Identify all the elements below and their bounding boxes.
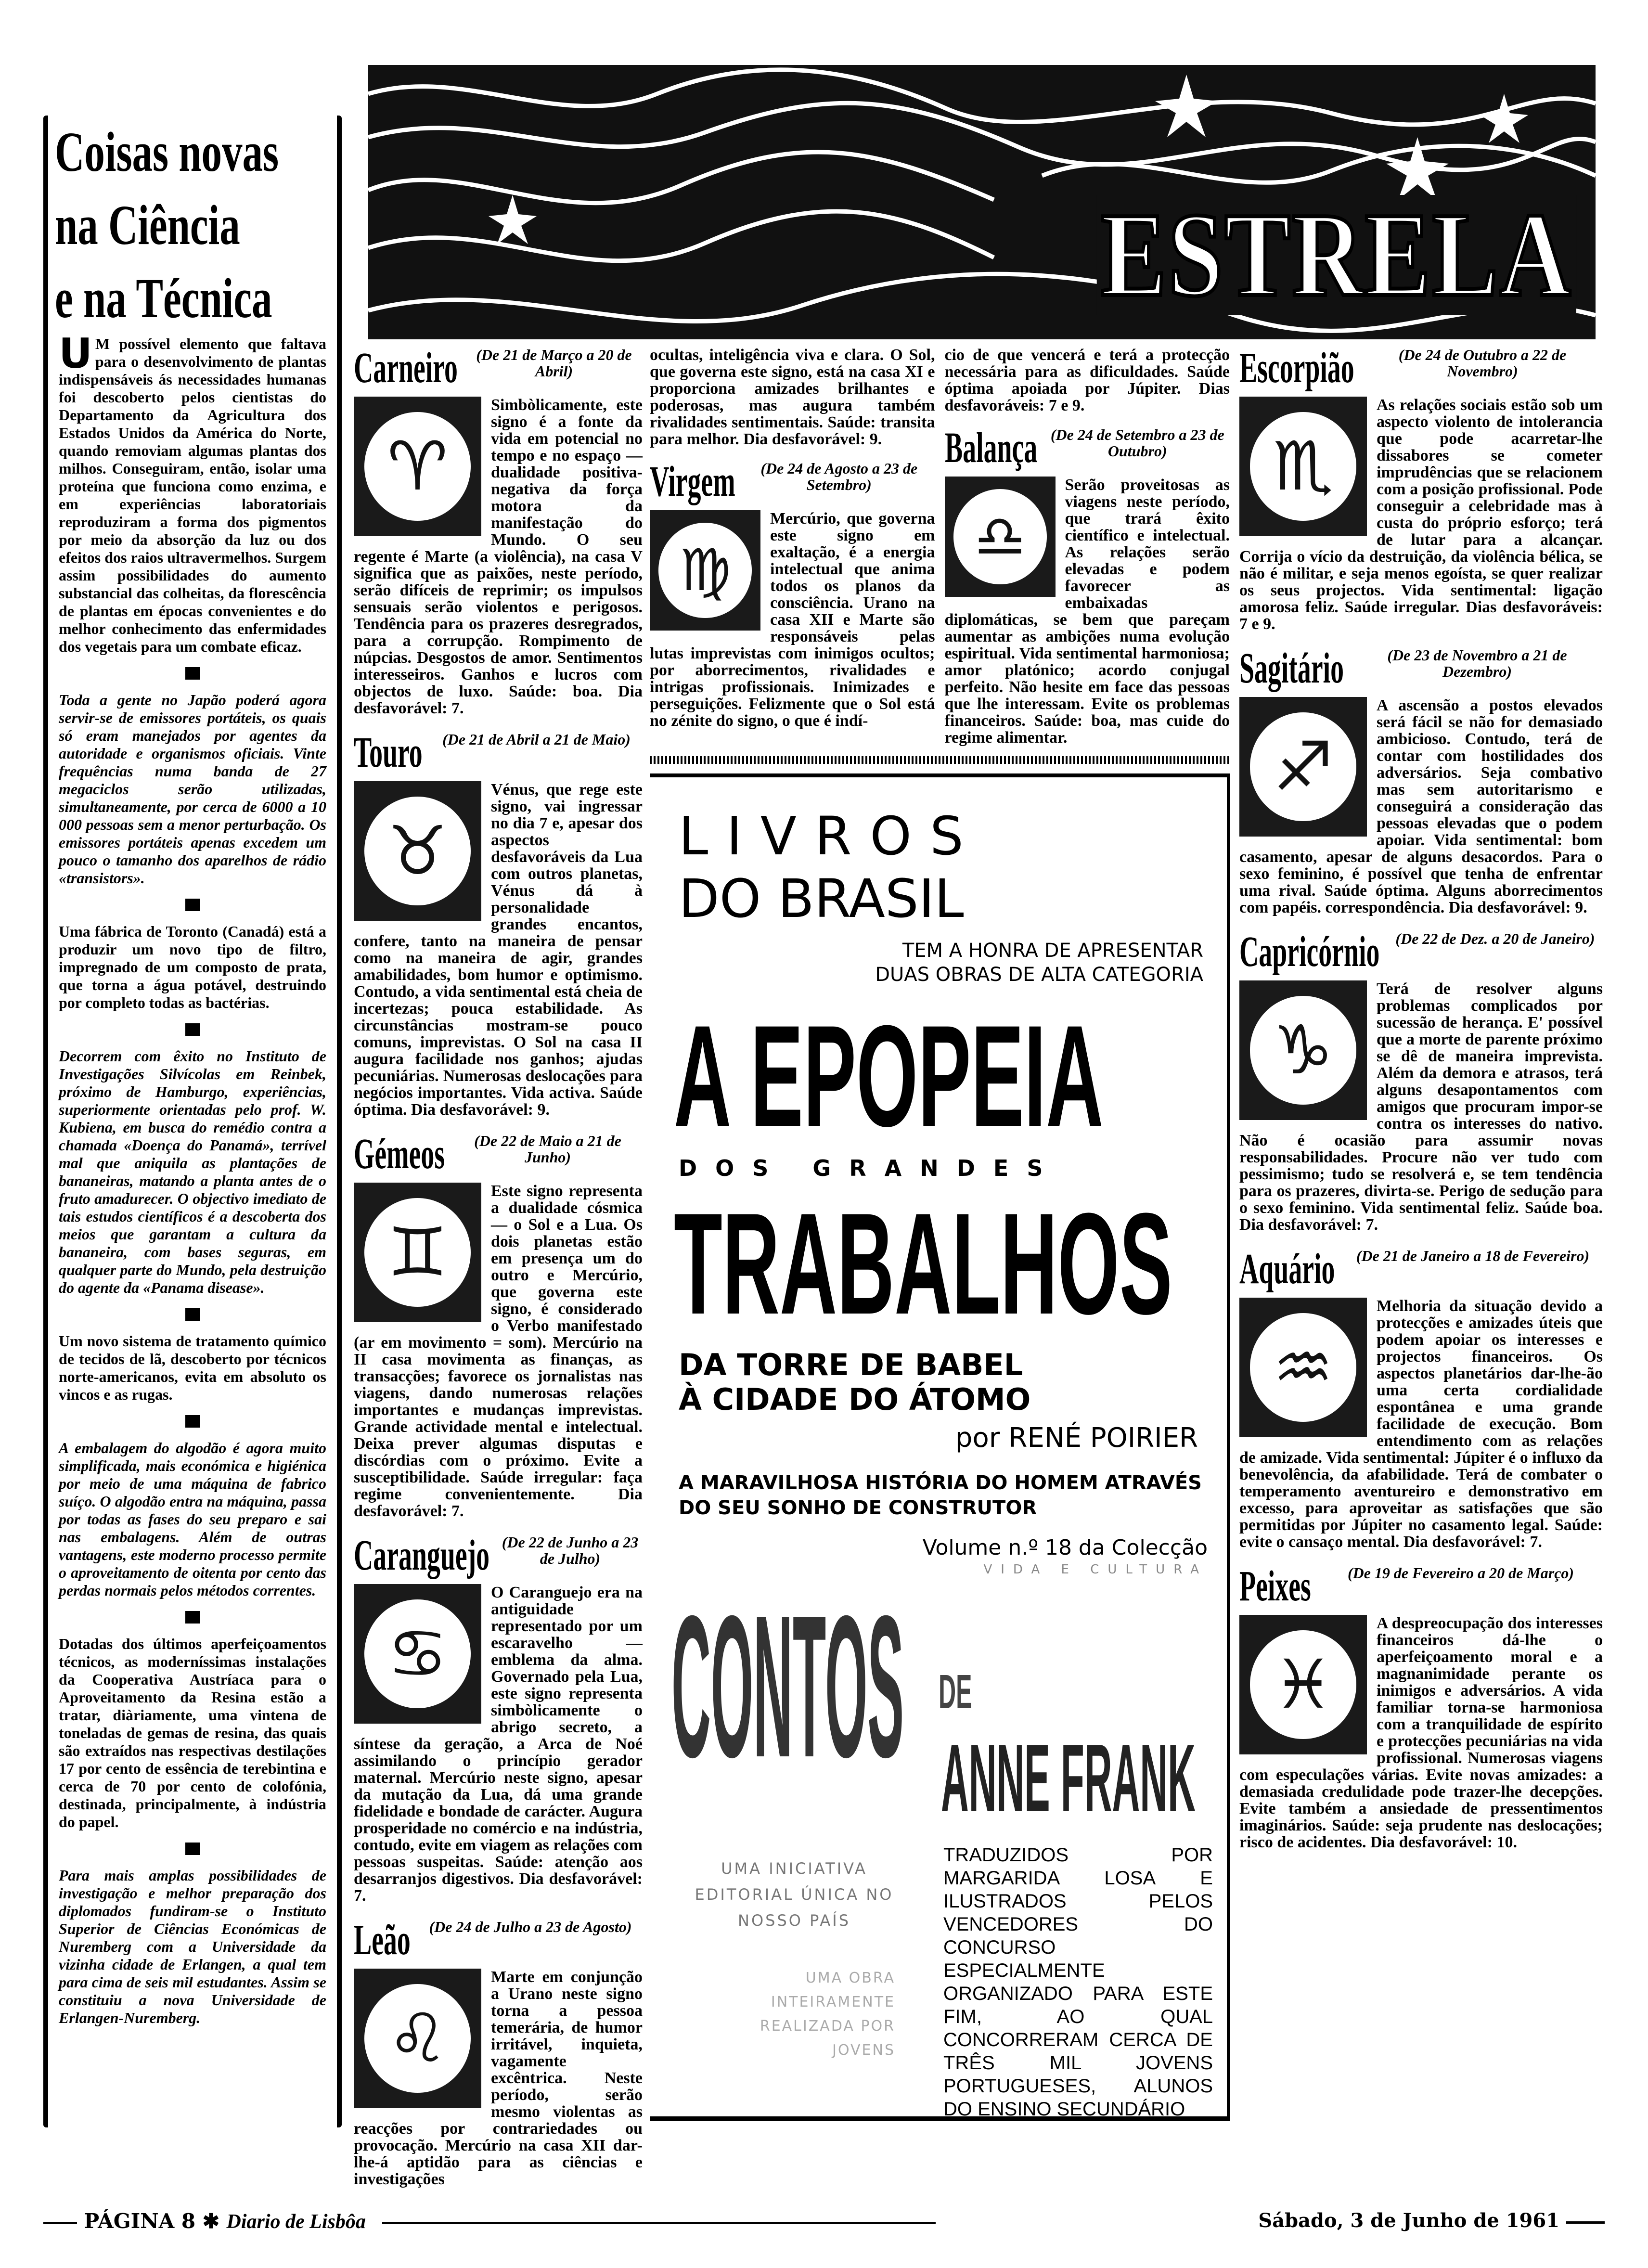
- book2-collection: VIDA E CULTURA: [983, 1562, 1208, 1577]
- book2-title-de: DE: [939, 1665, 972, 1719]
- crab-icon: [354, 1584, 481, 1724]
- publisher-name-line1: LIVROS: [679, 805, 982, 867]
- sign-forecast: Melhoria da situação devido a protecções e amizades úteis que podem apoiar os interesses e projectos financeiros. Os aspectos planetários dar-lhe-ão uma certa cordialidade espontânea e uma grande facilidade de execução. Bom entendimento com as relações de amizade. Vida sentimental: Júpiter é o influxo da benevolência, da afabilidade. Terá de combater o temperamento aventureiro e demonstrativo em excesso, para aproveitar as satisfações que são permitidas por Júpiter no casamento legal. Saúde: evite o cansaço mental. Dia desfavorável: 7.: [1239, 1297, 1603, 1551]
- sign-name-box: [1239, 644, 1344, 692]
- zodiac-glyph: ♉: [364, 797, 471, 905]
- sign-dates: (De 22 de Maio a 21 de Junho): [474, 1132, 621, 1166]
- separator-square: [185, 667, 200, 680]
- book2-volume: Volume n.º 18 da Colecção: [922, 1535, 1208, 1560]
- science-articles: [59, 330, 326, 2027]
- article-text: Um novo sistema de tratamento químico de tecidos de lã, descoberto por técnicos norte-americanos, evita em absoluto os vincos e as rugas.: [59, 1332, 326, 1403]
- science-article: [59, 923, 326, 1012]
- science-article: [59, 1047, 326, 1297]
- zodiac-glyph: ♈: [364, 412, 471, 521]
- sign-name: Sagitário: [1239, 644, 1344, 692]
- zodiac-glyph: ♐: [1250, 712, 1356, 821]
- footer-rule: [1566, 2221, 1605, 2224]
- sign-header: [650, 460, 935, 503]
- balanca-slot: [945, 426, 1230, 746]
- issue-date: Sábado, 3 de Junho de 1961: [1258, 2209, 1560, 2232]
- livros-do-brasil-advertisement: [650, 773, 1230, 2121]
- article-text: Toda a gente no Japão poderá agora servir-se de emissores portáteis, os quais só eram manejados por agentes da autoridade e organismos oficiais. Vinte frequências numa banda de 27 megaciclos serão utilizadas, simultaneamente, por cerca de 6000 a 10 000 pessoas sem a menor perturbação. Os emissores portáteis apenas excedem um pouco o tamanho dos aparelhos de rádio «transistors».: [59, 691, 326, 887]
- sign-header: [354, 1130, 643, 1178]
- sign-forecast: Marte em conjunção a Urano neste signo torna a pessoa temerária, de humor irritável, inquieta, vagamente excêntrica. Neste período, serão mesmo violentas as reacções por contrariedades ou provocação. Mercúrio na casa XII dar-lhe-á aptidão para as ciências e investigações: [354, 1968, 643, 2188]
- science-article: [59, 1439, 326, 1599]
- separator-square: [185, 1611, 200, 1624]
- horoscope-columns-middle: [650, 347, 1230, 764]
- science-column: [43, 116, 342, 2127]
- science-article: [59, 1635, 326, 1831]
- sign-header: [1239, 1562, 1603, 1610]
- ad-note-initiative: UMA INICIATIVA EDITORIAL ÚNICA NO NOSSO PAÍS: [695, 1859, 894, 1930]
- article-text: M possível elemento que faltava para o desenvolvimento de plantas indispensáveis ás necessidades humanas foi descoberto pelos cientistas do Departamento da Agricultura dos Estados Unidos da América do Norte, quando removiam algumas plantas dos milhos. Conseguiram, então, isolar uma proteína que funciona como enzima, e em experiências laboratoriais reproduziram a forma dos pigmentos por meio da absorção da luz ou dos efeitos dos raios ultravermelhos. Surgem assim possibilidades do aumento substancial das colheitas, da florescência de plantas em épocas convenientes e do melhor conhecimento das enfermidades dos vegetais para um combate eficaz.: [59, 335, 326, 655]
- article-text: Dotadas dos últimos aperfeiçoamentos técnicos, as moderníssimas instalações da Cooperativa Austríaca para o Aproveitamento da Resina estão a tratar, diàriamente, uma vintena de toneladas de gemas de resina, das quais são extraídos nas respectivas destilações 17 por cento de essência de terebintina e cerca de 70 por cento de colofónia, destinada, principalmente, à indústria do papel.: [59, 1635, 326, 1830]
- sign-dates: (De 22 de Dez. a 20 de Janeiro): [1395, 930, 1595, 947]
- sign-header: [1239, 344, 1603, 392]
- separator-square: [185, 899, 200, 911]
- sign-header: [945, 426, 1230, 470]
- separator-square: [185, 1415, 200, 1428]
- sign-touro: [354, 731, 643, 1118]
- sign-carneiro: [354, 344, 643, 717]
- fish-icon: [1239, 1615, 1367, 1754]
- drop-cap: U: [59, 330, 92, 378]
- sign-name-box: [1239, 1562, 1311, 1610]
- zodiac-glyph: ♓: [1250, 1630, 1356, 1739]
- title-line: na Ciência: [55, 193, 240, 257]
- horoscope-column-1: [354, 344, 643, 2202]
- zodiac-glyph: ♏: [1250, 412, 1356, 521]
- sign-name: Caranguejo: [354, 1532, 490, 1579]
- sign-forecast: Mercúrio, que governa este signo em exaltação, é a energia intelectual que anima todos os planos da consciência. Urano na casa XII e Marte são responsáveis pelas lutas imprevistas com inimigos ocultos; por aborrecimentos, rivalidades e intrigas profissionais. Inimizades e perseguições. Felizmente que o Sol está no zénite do signo, o que é indí-: [650, 510, 935, 730]
- book2-description: TRADUZIDOS POR MARGARIDA LOSA E ILUSTRADOS PELOS VENCEDORES DO CONCURSO ESPECIALMENTE ORGANIZADO PARA ESTE FIM, AO QUAL CONCORRERAM CERCA DE TRÊS MIL JOVENS PORTUGUESES, ALUNOS DO ENSINO SECUNDÁRIO: [943, 1844, 1213, 2120]
- sign-name-box: [1239, 930, 1380, 974]
- publisher-name-line2: DO BRASIL: [679, 868, 964, 929]
- book2-author: ANNE FRANK: [941, 1725, 1196, 1832]
- sign-dates: (De 23 de Novembro a 21 de Dezembro): [1387, 646, 1567, 680]
- sign-header: [354, 1916, 643, 1964]
- sign-forecast: As relações sociais estão sob um aspecto violento de intolerancia que pode acarretar-lhe dissabores se cometer imprudências que se relacionem com a posição profissional. Pode conseguir a celebridade mas à custa do próprio esforço; terá de lutar para a alcançar. Corrija o vício da destruição, da violência bélica, se não é militar, e seja menos egoísta, se quer realizar os seus projectos. Vida sentimental: ligação amorosa feliz. Saúde irregular. Dias desfavoráveis: 7 e 9.: [1239, 396, 1603, 633]
- sign-header: [1239, 1245, 1603, 1293]
- sign-header: [1239, 930, 1603, 974]
- middle-columns-flow: [650, 347, 1230, 752]
- sign-peixes: [1239, 1562, 1603, 1851]
- water-bearer-icon: [1239, 1298, 1367, 1437]
- sign-name: Touro: [354, 729, 423, 776]
- sign-sagitario: [1239, 644, 1603, 916]
- virgem-slot: [650, 460, 935, 729]
- book1-title-main: TRABALHOS: [674, 1183, 1172, 1344]
- article-text: Decorrem com êxito no Instituto de Investigações Silvícolas em Reinbek, próximo de Hamburgo, experiências, superiormente orientadas pelo prof. W. Kubiena, em busca do remédio contra a chamada «Doença do Panamá», terrível mal que aniquila as plantações de bananeiras, matando a planta antes de o fruto amadurecer. O objectivo imediato de tais estudos científicos é a descoberta dos meios que garantam a cultura da bananeira, com bases seguras, em qualquer parte do Mundo, pela destruição do agente da «Panama disease».: [59, 1047, 326, 1296]
- sign-gemeos: [354, 1130, 643, 1520]
- sign-dates: (De 22 de Junho a 23 de Julho): [502, 1533, 639, 1567]
- sign-forecast: O Caranguejo era na antiguidade representado por um escaravelho — emblema da alma. Governado pela Lua, este signo representa simbòlicamente o abrigo secreto, a síntese da geração, a Arca de Noé assimilando o princípio gerador maternal. Mercúrio neste signo, apesar da mutação da Lua, dá uma grande fidelidade e bondade de carácter. Augura prosperidade no comércio e na indústria, contudo, evite em viagem as relações com pessoas suspeitas. Saúde: atenção aos desarranjos digestivos. Dia desfavorável: 7.: [354, 1584, 643, 1905]
- zodiac-glyph: ♋: [364, 1599, 471, 1708]
- book1-subtitle: DA TORRE DE BABEL À CIDADE DO ÁTOMO: [679, 1347, 1031, 1417]
- sign-dates: (De 24 de Julho a 23 de Agosto): [429, 1918, 632, 1935]
- sign-virgem: [650, 460, 935, 729]
- ad-intro: TEM A HONRA DE APRESENTAR DUAS OBRAS DE ALTA CATEGORIA: [875, 940, 1203, 986]
- separator-square: [185, 1023, 200, 1036]
- twins-icon: [354, 1183, 481, 1322]
- sign-name-box: [945, 426, 1038, 470]
- goat-icon: [1239, 980, 1367, 1120]
- sign-forecast: Simbòlicamente, este signo é a fonte da vida em potencial no tempo e no espaço — dualidade positiva-negativa da força motora da manifestação do Mundo. O seu regente é Marte (a violência), na casa V significa que as paixões, neste período, serão difíceis de reprimir; os impulsos sensuais serão violentos e perigosos. Tendência para os prazeres desregrados, para a corrupção. Rompimento de núpcias. Desgostos de amor. Sentimentos interesseiros. Ganhos e lucros com objectos de luxo. Saúde: boa. Dia desfavorável: 7.: [354, 396, 643, 717]
- footer-date-info: [1258, 2209, 1605, 2232]
- sign-header: [354, 344, 643, 392]
- sign-forecast: Vénus, que rege este signo, vai ingressar no dia 7 e, apesar dos aspectos desfavoráveis da Lua com outros planetas, Vénus dá à personalidade grandes encantos, confere, tanto na maneira de pensar como na maneira de agir, grandes amabilidades, bom humor e optimismo. Contudo, a vida sentimental está cheia de incertezas; pouca estabilidade. As circunstâncias mostram-se pouco comuns, imprevistas. O Sol na casa II augura facilidade nos ganhos; ajudas pecuniárias. Numerosas deslocações para negócios importantes. Vida activa. Saúde óptima. Dia desfavorável: 9.: [354, 781, 643, 1119]
- book1-title: A EPOPEIA: [674, 995, 1104, 1157]
- scales-icon: [945, 477, 1056, 597]
- sign-name-box: [1239, 344, 1354, 392]
- star-separator-icon: ✱: [202, 2209, 227, 2233]
- zodiac-glyph: ♍: [658, 523, 752, 618]
- sign-dates: (De 21 de Março a 20 de Abril): [476, 346, 632, 380]
- zodiac-glyph: ♊: [364, 1198, 471, 1307]
- book1-title-middle: DOS GRANDES: [679, 1155, 1061, 1181]
- separator-square: [185, 1843, 200, 1855]
- ad-note-youth: UMA OBRA INTEIRAMENTE REALIZADA POR JOVENS: [760, 1970, 895, 2059]
- sign-capricornio: [1239, 930, 1603, 1233]
- sign-name: Balança: [944, 424, 1037, 472]
- sign-name: Carneiro: [354, 344, 458, 392]
- sign-name-box: [354, 344, 458, 392]
- footer-rule: [43, 2222, 77, 2224]
- zodiac-glyph: ♑: [1250, 996, 1356, 1105]
- sign-name: Capricórnio: [1239, 928, 1380, 976]
- sign-name: Escorpião: [1239, 344, 1354, 392]
- virgem-continuation: cio de que vencerá e terá a protecção necessária para as dificuldades. Saúde óptima apoiada por Júpiter. Dias desfavoráveis: 7 e 9.: [944, 346, 1230, 414]
- sign-name-box: [1239, 1245, 1335, 1293]
- ram-icon: [354, 397, 481, 536]
- science-article: [59, 1332, 326, 1404]
- scorpion-icon: [1239, 397, 1367, 536]
- sign-forecast: A despreocupação dos interesses financeiros dá-lhe o aperfeiçoamento moral e a magnanimidade perante os inimigos e adversários. A vida familiar torna-se harmoniosa com a tranquilidade de espírito e protecções pecuniárias na vida profissional. Numerosas viagens com especulações várias. Evite novas amizades: a demasiada credulidade pode trazer-lhe decepções. Evite também a ansiedade de pressentimentos imaginários. Saúde: seja prudente nas deslocações; risco de acidentes. Dia desfavorável: 10.: [1239, 1614, 1603, 1851]
- separator-square: [185, 1308, 200, 1321]
- science-article: [59, 1867, 326, 2027]
- sign-name: Aquário: [1239, 1245, 1335, 1293]
- horoscope-banner: [368, 65, 1596, 339]
- sign-header: [1239, 644, 1603, 692]
- sign-header: [354, 731, 643, 774]
- sign-aquario: [1239, 1245, 1603, 1551]
- sign-dates: (De 24 de Agosto a 23 de Setembro): [760, 460, 918, 493]
- leao-continuation: ocultas, inteligência viva e clara. O Sol, que governa este signo, está na casa XI e proporciona amizades brilhantes e poderosas, mas augura também rivalidades sentimentais. Saúde: transita para melhor. Dia desfavorável: 9.: [650, 346, 935, 448]
- sign-name-box: [354, 1130, 445, 1178]
- sign-leao: [354, 1916, 643, 2188]
- sign-forecast: Serão proveitosas as viagens neste período, que trará êxito científico e intelectual. As relações serão elevadas e podem favorecer as embaixadas diplomáticas, se bem que pareçam aumentar as ambições numa evolução espiritual. Vida sentimental harmoniosa; amor platónico; acordo conjugal perfeito. Não hesite em face das pessoas que lhe interessam. Evite os problemas financeiros. Saúde: boa, mas cuide do regime alimentar.: [944, 476, 1230, 747]
- newspaper-name: Diario de Lisbôa: [226, 2211, 366, 2233]
- sign-dates: (De 21 de Abril a 21 de Maio): [442, 731, 631, 748]
- sign-name-box: [354, 731, 423, 774]
- sign-dates: (De 24 de Setembro a 23 de Outubro): [1050, 426, 1224, 460]
- title-line: e na Técnica: [55, 267, 272, 330]
- dotted-rule: [650, 756, 1230, 764]
- footer-page-info: [43, 2209, 936, 2233]
- horoscope-column-4: [1239, 344, 1603, 1865]
- title-line: Coisas novas: [55, 120, 279, 183]
- science-article: [59, 330, 326, 656]
- sign-header: [354, 1534, 643, 1577]
- footer-rule: [382, 2222, 936, 2224]
- sign-name: Gémeos: [354, 1130, 445, 1178]
- column-title: [55, 116, 326, 335]
- sign-name: Virgem: [650, 458, 735, 505]
- sign-dates: (De 19 de Fevereiro a 20 de Março): [1347, 1564, 1574, 1582]
- bull-icon: [354, 781, 481, 921]
- sign-name-box: [354, 1916, 411, 1964]
- sign-dates: (De 21 de Janeiro a 18 de Fevereiro): [1356, 1247, 1590, 1264]
- article-text: A embalagem do algodão é agora muito simplificada, mais económica e higiénica por meio de uma máquina de fabrico suíço. O algodão entra na máquina, passa por todas as fases do seu preparo e sai nas embalagens. Além de outras vantagens, este moderno processo permite o aproveitamento de oitenta por cento das perdas normais pelos métodos correntes.: [59, 1439, 326, 1599]
- sign-name: Peixes: [1239, 1562, 1311, 1610]
- lion-icon: [354, 1969, 481, 2108]
- book1-author: por RENÉ POIRIER: [955, 1422, 1198, 1454]
- sign-name-box: [650, 460, 735, 503]
- sign-name: Leão: [354, 1916, 411, 1964]
- science-article: [59, 691, 326, 887]
- archer-icon: [1239, 697, 1367, 837]
- banner-title: ESTRELA: [1097, 195, 1576, 315]
- sign-forecast: A ascensão a postos elevados será fácil se não for demasiado ambicioso. Contudo, terá de contar com hostilidades dos adversários. Seja combativo mas sem autoritarismo e conseguirá a consideração das pessoas elevadas que o podem apoiar. Vida sentimental: bom casamento, apesar de alguns desacordos. Para o sexo feminino, é possível que tenha de enfrentar uma rival. Saúde óptima. Alguns aborrecimentos com papéis. correspondência. Dia desfavorável: 9.: [1239, 696, 1603, 916]
- sign-forecast: Terá de resolver alguns problemas complicados por sucessão de herança. E' possível que a morte de parente próximo se dê de maneira imprevista. Além da demora e atrasos, terá alguns desapontamentos com amigos que procuram impor-se contra os interesses do nativo. Não é ocasião para assumir novas responsabilidades. Procure não ver tudo com pessimismo; tudo se resolverá e, se tem tendência para os prazeres, divirta-se. Perigo de sedução para o sexo feminino. Vida sentimental feliz. Saúde boa. Dia desfavorável: 7.: [1239, 980, 1603, 1234]
- sign-escorpiao: [1239, 344, 1603, 633]
- zodiac-glyph: ♒: [1250, 1313, 1356, 1422]
- book2-title: CONTOS: [671, 1574, 904, 1800]
- sign-dates: (De 24 de Outubro a 22 de Novembro): [1398, 346, 1567, 380]
- zodiac-glyph: ♎: [953, 489, 1047, 584]
- article-text: Uma fábrica de Toronto (Canadá) está a produzir um novo tipo de filtro, impregnado de um composto de prata, que torna a água potável, destruindo por completo todas as bactérias.: [59, 923, 326, 1011]
- sign-forecast: Este signo representa a dualidade cósmica — o Sol e a Lua. Os dois planetas estão em presença um do outro e Mercúrio, que governa este signo, é considerado o Verbo manifestado (ar em movimento = som). Mercúrio na II casa movimenta as finanças, as transacções; favorece os jornalistas nas viagens, dando numerosas relações importantes e mudanças imprevistas. Grande actividade mental e intelectual. Deixa prever algumas disputas e discórdias com o próximo. Evite a susceptibilidade. Saúde irregular: faça regime convenientemente. Dia desfavorável: 7.: [354, 1182, 643, 1520]
- virgin-icon: [650, 510, 760, 631]
- article-text: Para mais amplas possibilidades de investigação e melhor preparação dos diplomados fundiram-se o Instituto Superior de Ciências Económicas de Nuremberg com a Universidade da vizinha cidade de Erlangen, a qual tem para cima de seis mil estudantes. Assim se constituiu a nova Universidade de Erlangen-Nuremberg.: [59, 1867, 326, 2026]
- page-number: PÁGINA 8: [84, 2209, 196, 2233]
- sign-name-box: [354, 1534, 490, 1577]
- sign-caranguejo: [354, 1534, 643, 1904]
- book1-tagline: A MARAVILHOSA HISTÓRIA DO HOMEM ATRAVÉS DO SEU SONHO DE CONSTRUTOR: [679, 1472, 1202, 1519]
- zodiac-glyph: ♌: [364, 1984, 471, 2093]
- sign-balanca: [945, 426, 1230, 746]
